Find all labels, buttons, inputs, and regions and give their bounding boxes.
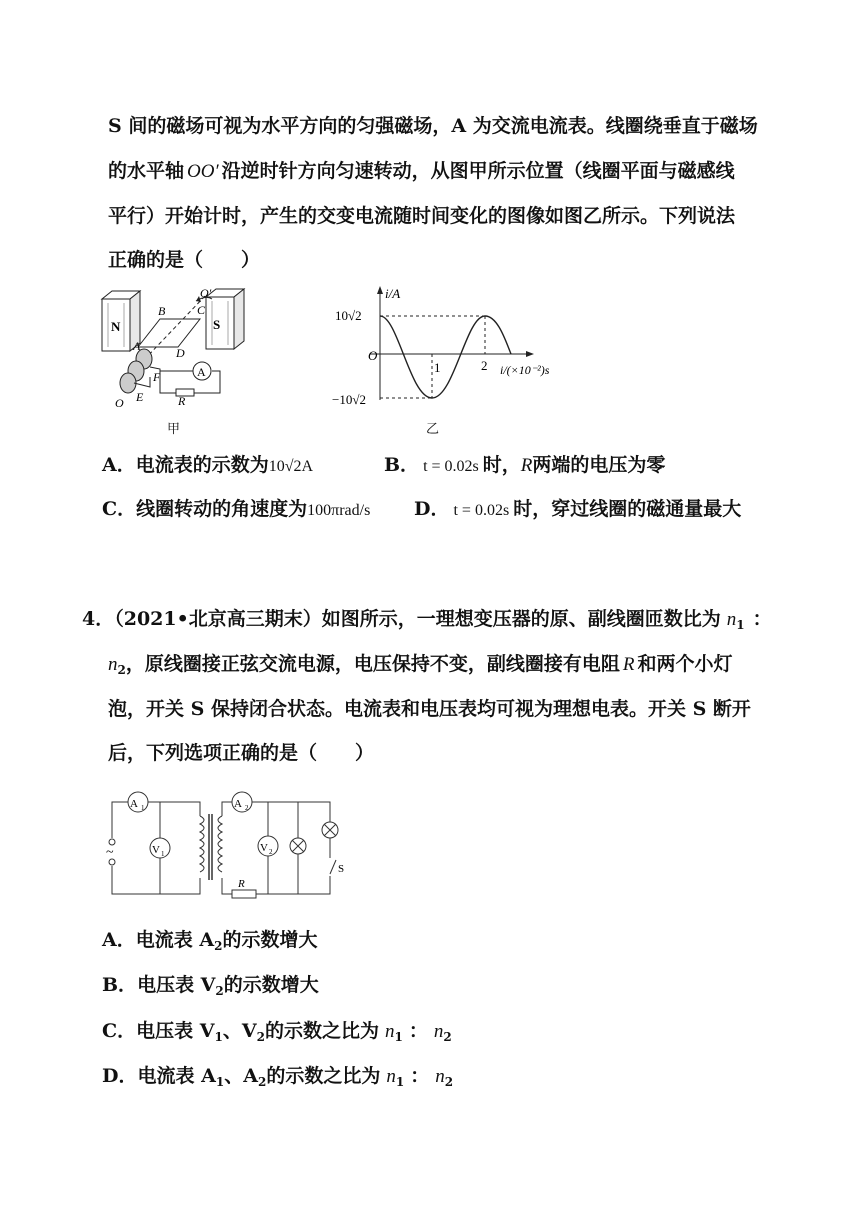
q3-stem-text: 的水平轴	[108, 160, 185, 182]
option-c-math: 100πrad/s	[307, 502, 371, 519]
svg-text:2: 2	[269, 848, 273, 856]
q3-option-d: D． t = 0.02s 时，穿过线圈的磁通量最大	[414, 498, 742, 520]
caption-yi: 乙	[426, 421, 440, 436]
x-axis-label: i/(×10⁻²)s	[500, 363, 550, 377]
switch-label: S	[338, 863, 345, 875]
svg-text:1: 1	[161, 850, 165, 858]
tick-2: 2	[481, 358, 488, 373]
y-axis-label: i/A	[385, 286, 401, 301]
svg-text:2: 2	[245, 804, 249, 812]
generator-figure	[100, 285, 260, 410]
q4-stem-line-4: 后，下列选项正确的是（ ）	[108, 742, 375, 764]
svg-text:A: A	[130, 798, 138, 810]
circuit-r-label: R	[238, 878, 245, 890]
label-f: F	[153, 370, 161, 384]
q3-stem-line-2	[108, 158, 735, 185]
sine-curve	[380, 316, 511, 398]
svg-text:V: V	[152, 844, 160, 856]
q4-stem-line-3: 泡，开关 S 保持闭合状态。电流表和电压表均可视为理想电表。开关 S 断开	[108, 698, 751, 720]
option-d-math: t = 0.02s	[453, 502, 510, 519]
svg-text:V: V	[260, 842, 268, 854]
option-b-math: t = 0.02s	[423, 458, 479, 475]
label-e: E	[136, 390, 144, 404]
switch-s	[330, 860, 336, 874]
origin-label: O	[368, 348, 378, 363]
magnet-n-label: N	[111, 319, 121, 334]
ymax-label: 10√2	[335, 308, 362, 323]
q4-stem-line-1: 4．（2021•北京高三期末）如图所示，一理想变压器的原、副线圈匝数比为 $n_1$ ：	[82, 608, 772, 632]
q3-option-c: C．线圈转动的角速度为100πrad/s	[102, 498, 371, 520]
ammeter-label: A	[197, 365, 206, 379]
transformer-circuit	[104, 788, 354, 900]
label-b: B	[158, 304, 166, 318]
label-r: R	[178, 394, 186, 408]
current-graph	[330, 282, 590, 412]
q4-option-a: A．电流表 $A_2$的示数增大	[102, 929, 318, 953]
label-o: O	[115, 396, 124, 410]
q4-option-d: D．电流表 $A_1$、$A_2$的示数之比为 $n_1$ ： $n_2$	[102, 1065, 454, 1089]
q4-stem-line-2: $n_2$，原线圈接正弦交流电源，电压保持不变，副线圈接有电阻 R 和两个小灯	[108, 653, 733, 677]
q3-stem-line-1: S 间的磁场可视为水平方向的匀强磁场，A 为交流电流表。线圈绕垂直于磁场	[108, 115, 758, 137]
ac-source-symbol: ~	[106, 845, 114, 860]
q3-stem-line-4: 正确的是（ ）	[108, 249, 261, 271]
q3-stem-line-3: 平行）开始计时，产生的交变电流随时间变化的图像如图乙所示。下列说法	[108, 205, 736, 227]
q3-option-b: B． t = 0.02s 时，R两端的电压为零	[384, 454, 666, 476]
label-o-prime: O′	[200, 286, 212, 300]
caption-jia: 甲	[167, 421, 181, 436]
option-a-math: 10√2A	[268, 458, 314, 475]
label-d: D	[176, 346, 185, 360]
svg-text:1: 1	[141, 804, 145, 812]
svg-text:A: A	[234, 798, 242, 810]
axis-name: OO′	[187, 161, 219, 182]
ymin-label: −10√2	[332, 392, 366, 407]
magnet-s	[206, 289, 244, 349]
tick-1: 1	[434, 360, 441, 375]
q4-option-b: B．电压表 $V_2$的示数增大	[102, 974, 319, 998]
magnet-s-label: S	[213, 317, 221, 332]
label-a: A	[133, 339, 141, 353]
label-c: C	[197, 303, 206, 317]
q3-stem-text: 沿逆时针方向匀速转动，从图甲所示位置（线圈平面与磁感线	[221, 160, 735, 182]
q4-option-c: C．电压表 $V_1$、$V_2$的示数之比为 $n_1$ ： $n_2$	[102, 1020, 452, 1044]
q3-option-a: A．电流表的示数为10√2A	[102, 454, 314, 476]
